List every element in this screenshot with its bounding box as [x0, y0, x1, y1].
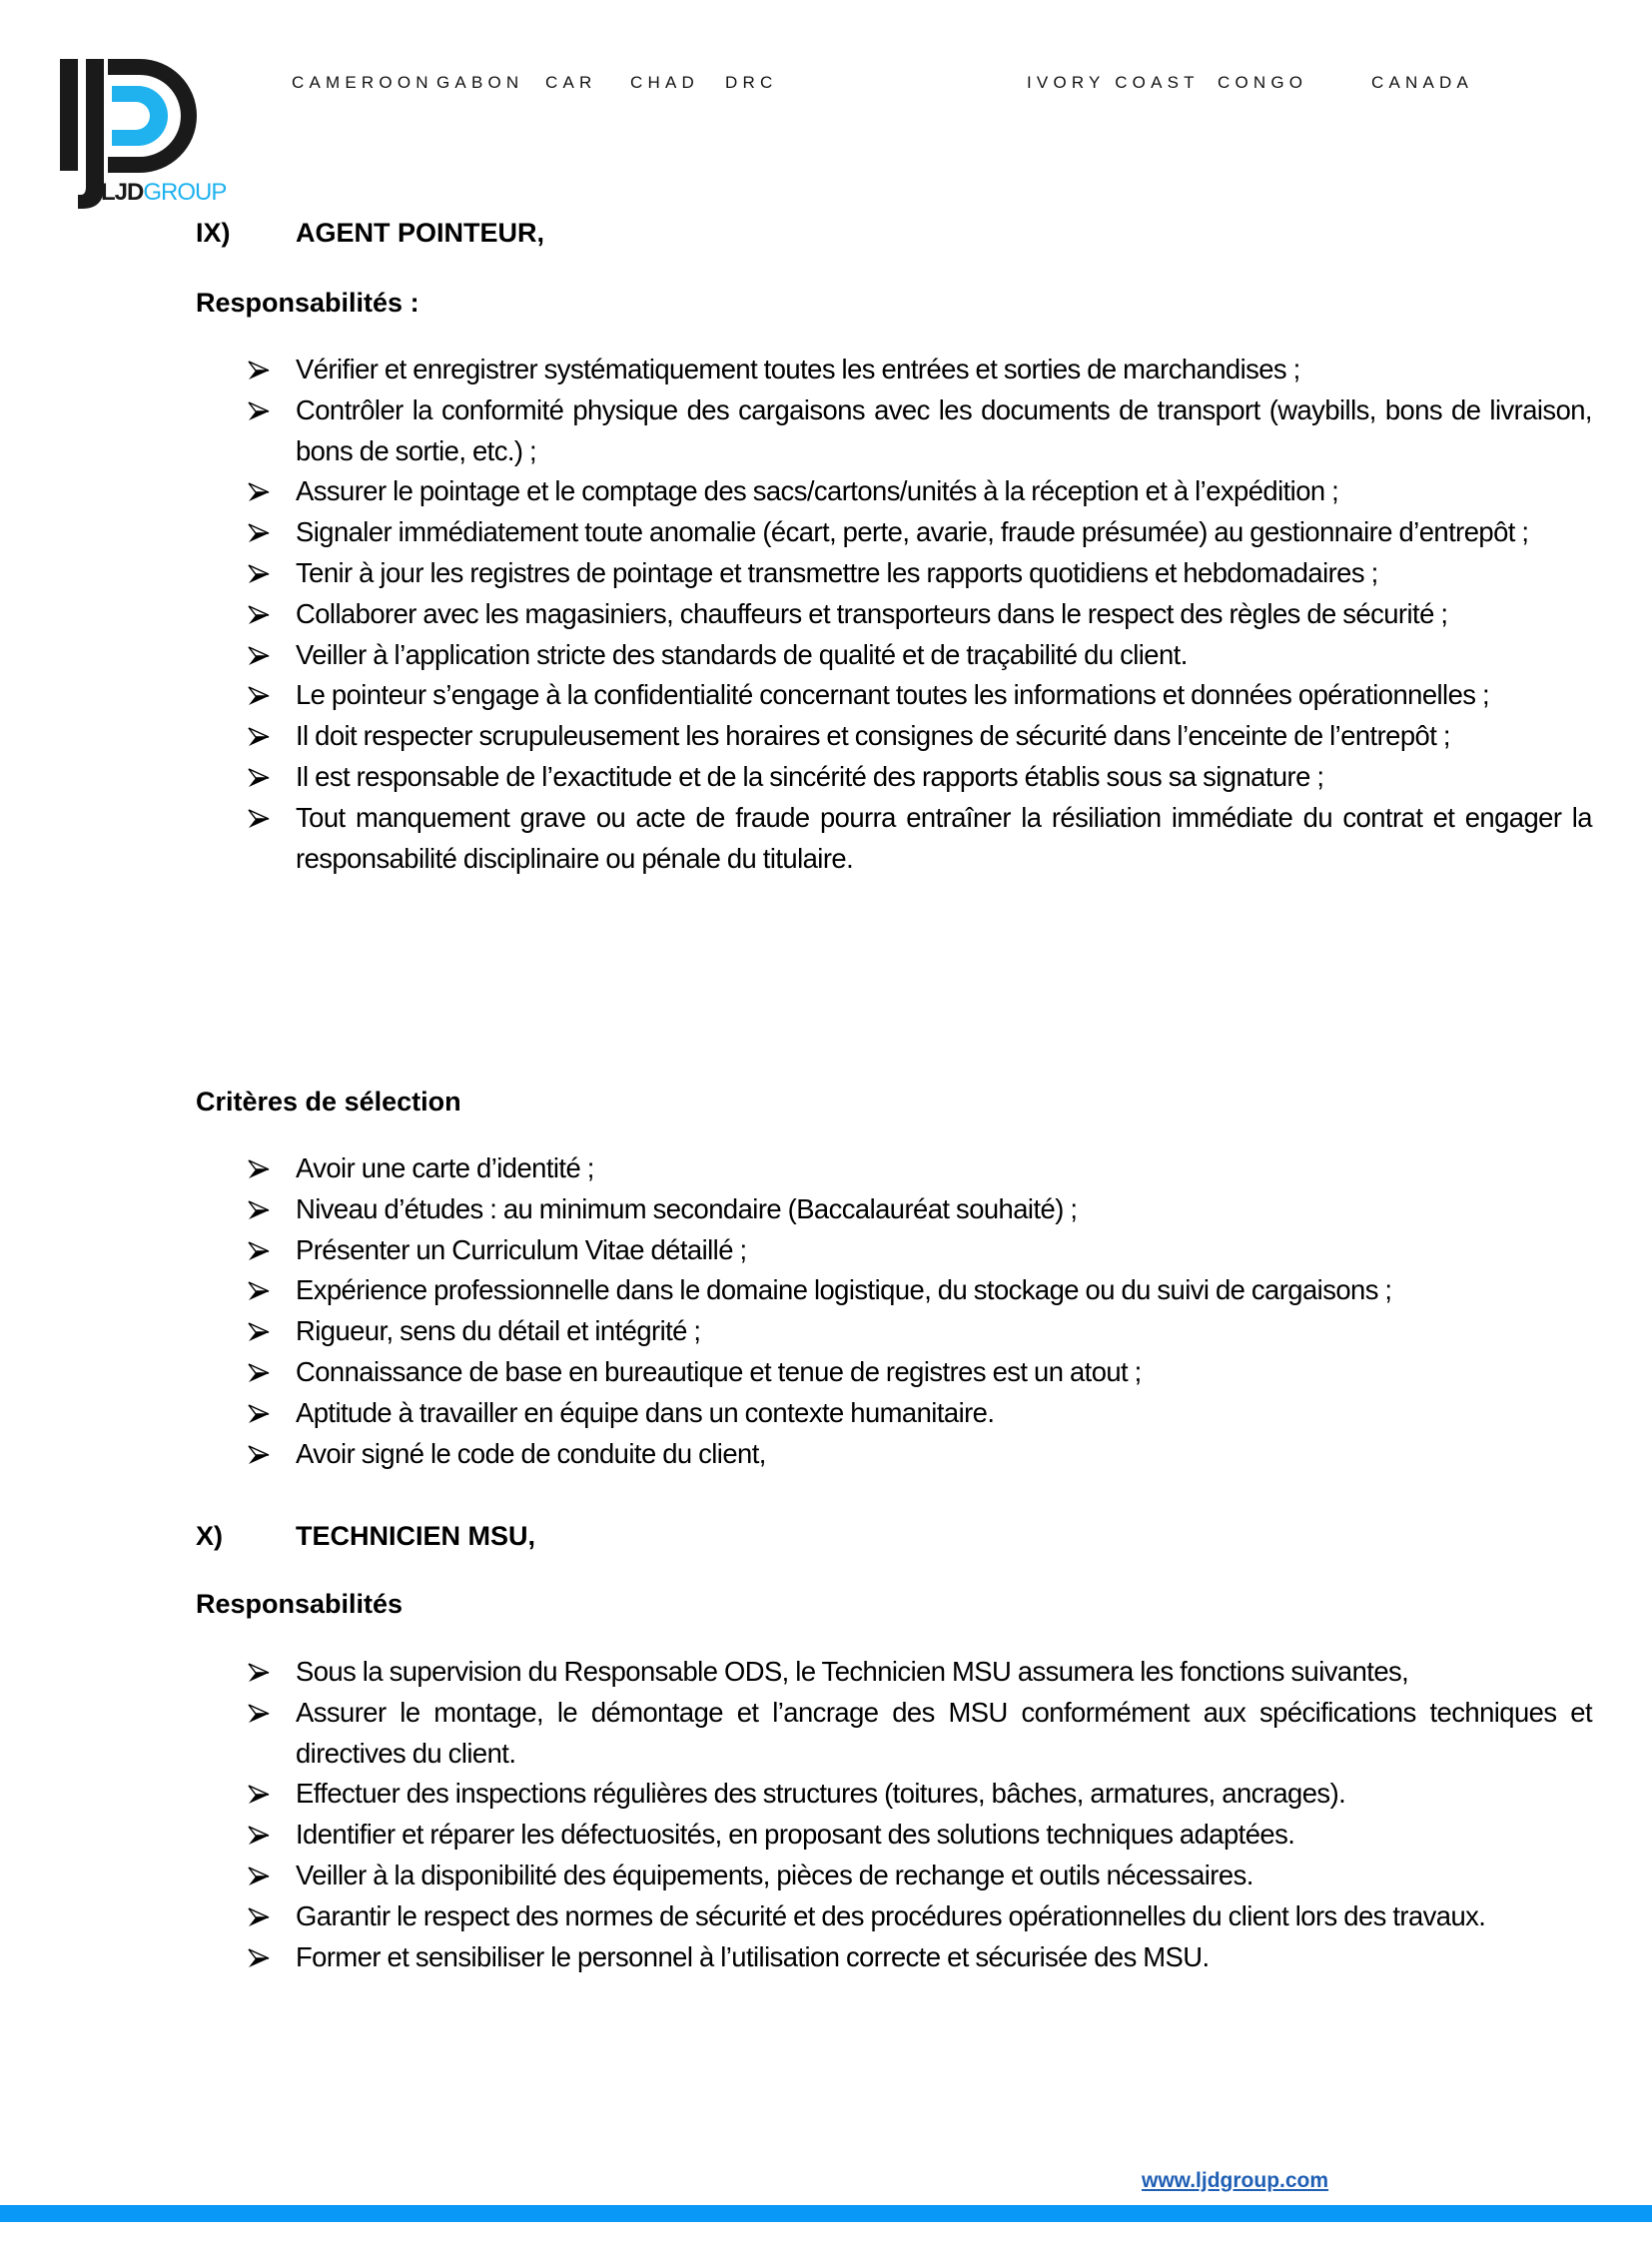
arrow-bullet-icon	[248, 1281, 270, 1301]
arrow-bullet-icon	[248, 482, 270, 502]
arrow-bullet-icon	[248, 523, 270, 543]
arrow-bullet-icon	[248, 401, 270, 421]
ljd-group-logo	[58, 56, 228, 216]
arrow-bullet-icon	[248, 1404, 270, 1424]
arrow-bullet-icon	[248, 1867, 270, 1886]
list-item: Il est responsable de l’exactitude et de la sincérité des rapports établis sous sa signature ;	[246, 757, 1592, 798]
list-item: Collaborer avec les magasiniers, chauffeurs et transporteurs dans le respect des règles de sécurité ;	[246, 594, 1592, 635]
nav-country-drc[interactable]: DRC	[725, 73, 778, 92]
logo-text-ljd: LJD	[101, 179, 144, 206]
list-item: Présenter un Curriculum Vitae détaillé ;	[246, 1230, 1592, 1271]
arrow-bullet-icon	[248, 1159, 270, 1179]
arrow-bullet-icon	[248, 361, 270, 380]
arrow-bullet-icon	[248, 727, 270, 747]
list-item: Identifier et réparer les défectuosités, en proposant des solutions techniques adaptées.	[246, 1815, 1592, 1856]
list-item: Tenir à jour les registres de pointage et transmettre les rapports quotidiens et hebdomadaires ;	[246, 553, 1592, 594]
list-item: Assurer le montage, le démontage et l’ancrage des MSU conformément aux spécifications techniques et directives du client.	[246, 1693, 1592, 1775]
logo-text-group: GROUP	[143, 179, 227, 206]
list-item: Aptitude à travailler en équipe dans un contexte humanitaire.	[246, 1393, 1592, 1434]
list-item: Connaissance de base en bureautique et tenue de registres est un atout ;	[246, 1352, 1592, 1393]
arrow-bullet-icon	[248, 1785, 270, 1805]
arrow-bullet-icon	[248, 1363, 270, 1383]
list-item: Il doit respecter scrupuleusement les horaires et consignes de sécurité dans l’enceinte de l’entrepôt ;	[246, 716, 1592, 757]
list-item: Avoir une carte d’identité ;	[246, 1148, 1592, 1189]
list-item: Tout manquement grave ou acte de fraude pourra entraîner la résiliation immédiate du contrat et engager la responsabilité disciplinaire ou pénale du titulaire.	[246, 798, 1592, 880]
list-item: Niveau d’études : au minimum secondaire (Baccalauréat souhaité) ;	[246, 1189, 1592, 1230]
arrow-bullet-icon	[248, 1241, 270, 1261]
list-item: Expérience professionnelle dans le domaine logistique, du stockage ou du suivi de cargaisons ;	[246, 1270, 1592, 1311]
list-item: Avoir signé le code de conduite du client,	[246, 1434, 1592, 1475]
list-item: Effectuer des inspections régulières des structures (toitures, bâches, armatures, ancrages).	[246, 1774, 1592, 1815]
nav-country-car[interactable]: CAR	[545, 73, 597, 92]
responsibilities-heading: Responsabilités	[196, 1589, 404, 1619]
arrow-bullet-icon	[248, 686, 270, 706]
nav-country-congo[interactable]: CONGO	[1218, 73, 1308, 92]
arrow-bullet-icon	[248, 1826, 270, 1846]
arrow-bullet-icon	[248, 1907, 270, 1927]
list-item: Assurer le pointage et le comptage des sacs/cartons/unités à la réception et à l’expédition ;	[246, 471, 1592, 512]
arrow-bullet-icon	[248, 1663, 270, 1683]
arrow-bullet-icon	[248, 1445, 270, 1465]
list-item: Garantir le respect des normes de sécurité et des procédures opérationnelles du client lors des travaux.	[246, 1896, 1592, 1937]
criteria-list	[246, 1148, 1592, 1474]
nav-country-ivory-coast[interactable]: IVORY COAST	[1027, 73, 1200, 92]
section-title: AGENT POINTEUR,	[296, 218, 545, 248]
section-number: IX)	[196, 218, 231, 248]
list-item: Veiller à l’application stricte des standards de qualité et de traçabilité du client.	[246, 635, 1592, 676]
footer-bar	[0, 2205, 1652, 2222]
list-item: Signaler immédiatement toute anomalie (écart, perte, avarie, fraude présumée) au gestionnaire d’entrepôt ;	[246, 512, 1592, 553]
responsibilities-list	[246, 1652, 1592, 1977]
arrow-bullet-icon	[248, 646, 270, 666]
responsibilities-heading: Responsabilités :	[196, 288, 419, 318]
nav-country-gabon[interactable]: GABON	[436, 73, 524, 92]
section-title: TECHNICIEN MSU,	[296, 1521, 536, 1551]
nav-country-chad[interactable]: CHAD	[630, 73, 699, 92]
arrow-bullet-icon	[248, 564, 270, 584]
list-item: Vérifier et enregistrer systématiquement toutes les entrées et sorties de marchandises ;	[246, 350, 1592, 390]
arrow-bullet-icon	[248, 809, 270, 829]
arrow-bullet-icon	[248, 1704, 270, 1724]
arrow-bullet-icon	[248, 1948, 270, 1968]
responsibilities-list	[246, 350, 1592, 879]
website-link[interactable]: www.ljdgroup.com	[1142, 2169, 1329, 2192]
nav-country-canada[interactable]: CANADA	[1371, 73, 1474, 92]
arrow-bullet-icon	[248, 768, 270, 788]
arrow-bullet-icon	[248, 605, 270, 625]
list-item: Veiller à la disponibilité des équipements, pièces de rechange et outils nécessaires.	[246, 1856, 1592, 1896]
criteria-heading: Critères de sélection	[196, 1087, 461, 1117]
arrow-bullet-icon	[248, 1200, 270, 1220]
list-item: Le pointeur s’engage à la confidentialité concernant toutes les informations et données opérationnelles ;	[246, 675, 1592, 716]
list-item: Contrôler la conformité physique des cargaisons avec les documents de transport (waybills, bons de livraison, bons de sortie, etc.) ;	[246, 390, 1592, 472]
list-item: Rigueur, sens du détail et intégrité ;	[246, 1311, 1592, 1352]
nav-country-cameroon[interactable]: CAMEROON	[292, 73, 433, 92]
list-item: Former et sensibiliser le personnel à l’utilisation correcte et sécurisée des MSU.	[246, 1937, 1592, 1978]
section-number: X)	[196, 1521, 223, 1551]
arrow-bullet-icon	[248, 1322, 270, 1342]
logo-wordmark	[101, 179, 226, 207]
list-item: Sous la supervision du Responsable ODS, le Technicien MSU assumera les fonctions suivantes,	[246, 1652, 1592, 1693]
